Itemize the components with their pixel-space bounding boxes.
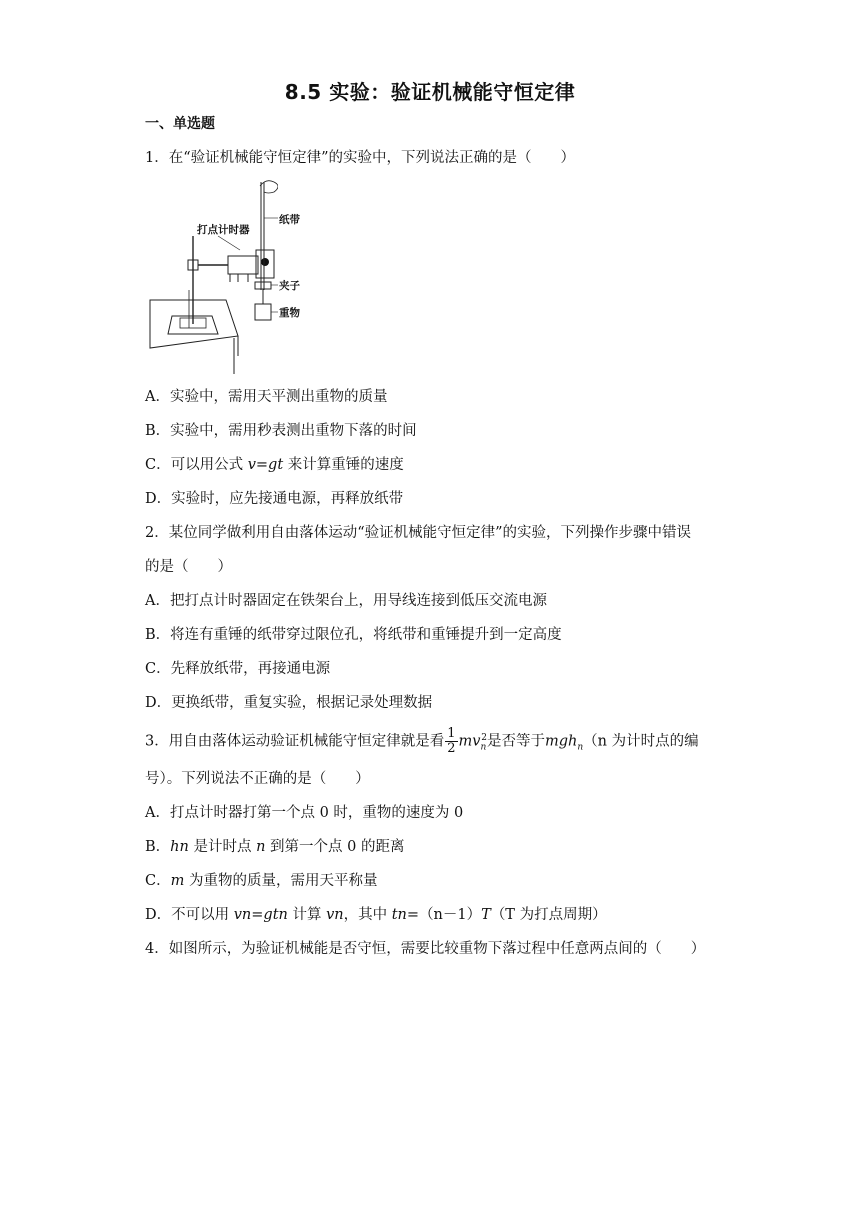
page-title: 8.5 实验：验证机械能守恒定律: [284, 80, 576, 104]
q3-option-c: C．m 为重物的质量，需用天平称量: [145, 873, 378, 889]
q3-expr1-sub: n: [480, 742, 487, 753]
q1-c-post: 来计算重锤的速度: [283, 457, 404, 473]
q1-option-b: B．实验中，需用秒表测出重物下落的时间: [145, 423, 417, 439]
q2-option-c: C．先释放纸带，再接通电源: [145, 661, 331, 677]
q1-stem: 1．在“验证机械能守恒定律”的实验中，下列说法正确的是（ ）: [145, 150, 576, 166]
q1-c-pre: C．可以用公式: [145, 457, 248, 473]
q3-d-f3: tn=: [391, 907, 420, 923]
apparatus-figure: [148, 178, 278, 378]
q1-c-formula: v=gt: [247, 457, 284, 473]
q3-b-mid: 是计时点: [188, 839, 257, 855]
q3-stem-line2: 号）。下列说法不正确的是（ ）: [145, 771, 370, 787]
fraction-denominator: 2: [447, 741, 456, 756]
q2-stem-line1: 2．某位同学做利用自由落体运动“验证机械能守恒定律”的实验，下列操作步骤中错误: [145, 525, 692, 541]
q3-d-post: （T 为打点周期）: [490, 907, 607, 923]
q3-option-a: A．打点计时器打第一个点 0 时，重物的速度为 0: [145, 805, 464, 821]
q1-option-c: [145, 455, 404, 475]
q3-stem-line1: [145, 727, 699, 757]
q3-d-f1: vn=gtn: [233, 907, 288, 923]
label-weight: 重物: [279, 307, 300, 319]
q3-stem-post: （n 为计时点的编: [583, 733, 699, 750]
label-timer: 打点计时器: [197, 224, 250, 236]
label-clip: 夹子: [279, 280, 300, 292]
q3-expr1-sup: 2: [481, 732, 487, 743]
q3-b-n: n: [256, 839, 266, 855]
q3-d-paren: （n－1）: [419, 907, 482, 923]
q3-expr2-sub: n: [577, 742, 584, 753]
q3-d-f2: vn: [326, 907, 344, 923]
q2-option-a: A．把打点计时器固定在铁架台上，用导线连接到低压交流电源: [145, 593, 547, 609]
q1-option-a: A．实验中，需用天平测出重物的质量: [145, 389, 388, 405]
q3-expr1: mv: [458, 733, 481, 750]
q3-expr2: mgh: [545, 733, 578, 750]
q1-option-d: D．实验时，应先接通电源，再释放纸带: [145, 491, 404, 507]
q3-c-var: m: [170, 873, 185, 889]
q3-d-mid2: ，其中: [343, 907, 392, 923]
q3-c-post: 为重物的质量，需用天平称量: [184, 873, 378, 889]
q3-d-t: T: [481, 907, 491, 923]
fraction: [445, 727, 457, 756]
section-heading: 一、单选题: [145, 116, 215, 132]
q3-option-d: [145, 905, 607, 925]
q2-option-b: B．将连有重锤的纸带穿过限位孔，将纸带和重锤提升到一定高度: [145, 627, 562, 643]
fraction-numerator: 1: [447, 726, 456, 741]
q3-b-var: hn: [170, 839, 189, 855]
q3-b-post: 到第一个点 0 的距离: [265, 839, 405, 855]
q2-stem-line2: 的是（ ）: [145, 559, 232, 575]
q4-stem: 4．如图所示，为验证机械能是否守恒，需要比较重物下落过程中任意两点间的（ ）: [145, 941, 706, 957]
label-tape: 纸带: [279, 214, 300, 226]
q3-d-mid: 计算: [287, 907, 327, 923]
q3-option-b: B．hn 是计时点 n 到第一个点 0 的距离: [145, 839, 405, 855]
q3-d-pre: D．不可以用: [145, 907, 234, 923]
q2-option-d: D．更换纸带，重复实验，根据记录处理数据: [145, 695, 433, 711]
q3-stem-mid: 是否等于: [487, 733, 545, 750]
q3-stem-pre: 3．用自由落体运动验证机械能守恒定律就是看: [145, 733, 445, 750]
